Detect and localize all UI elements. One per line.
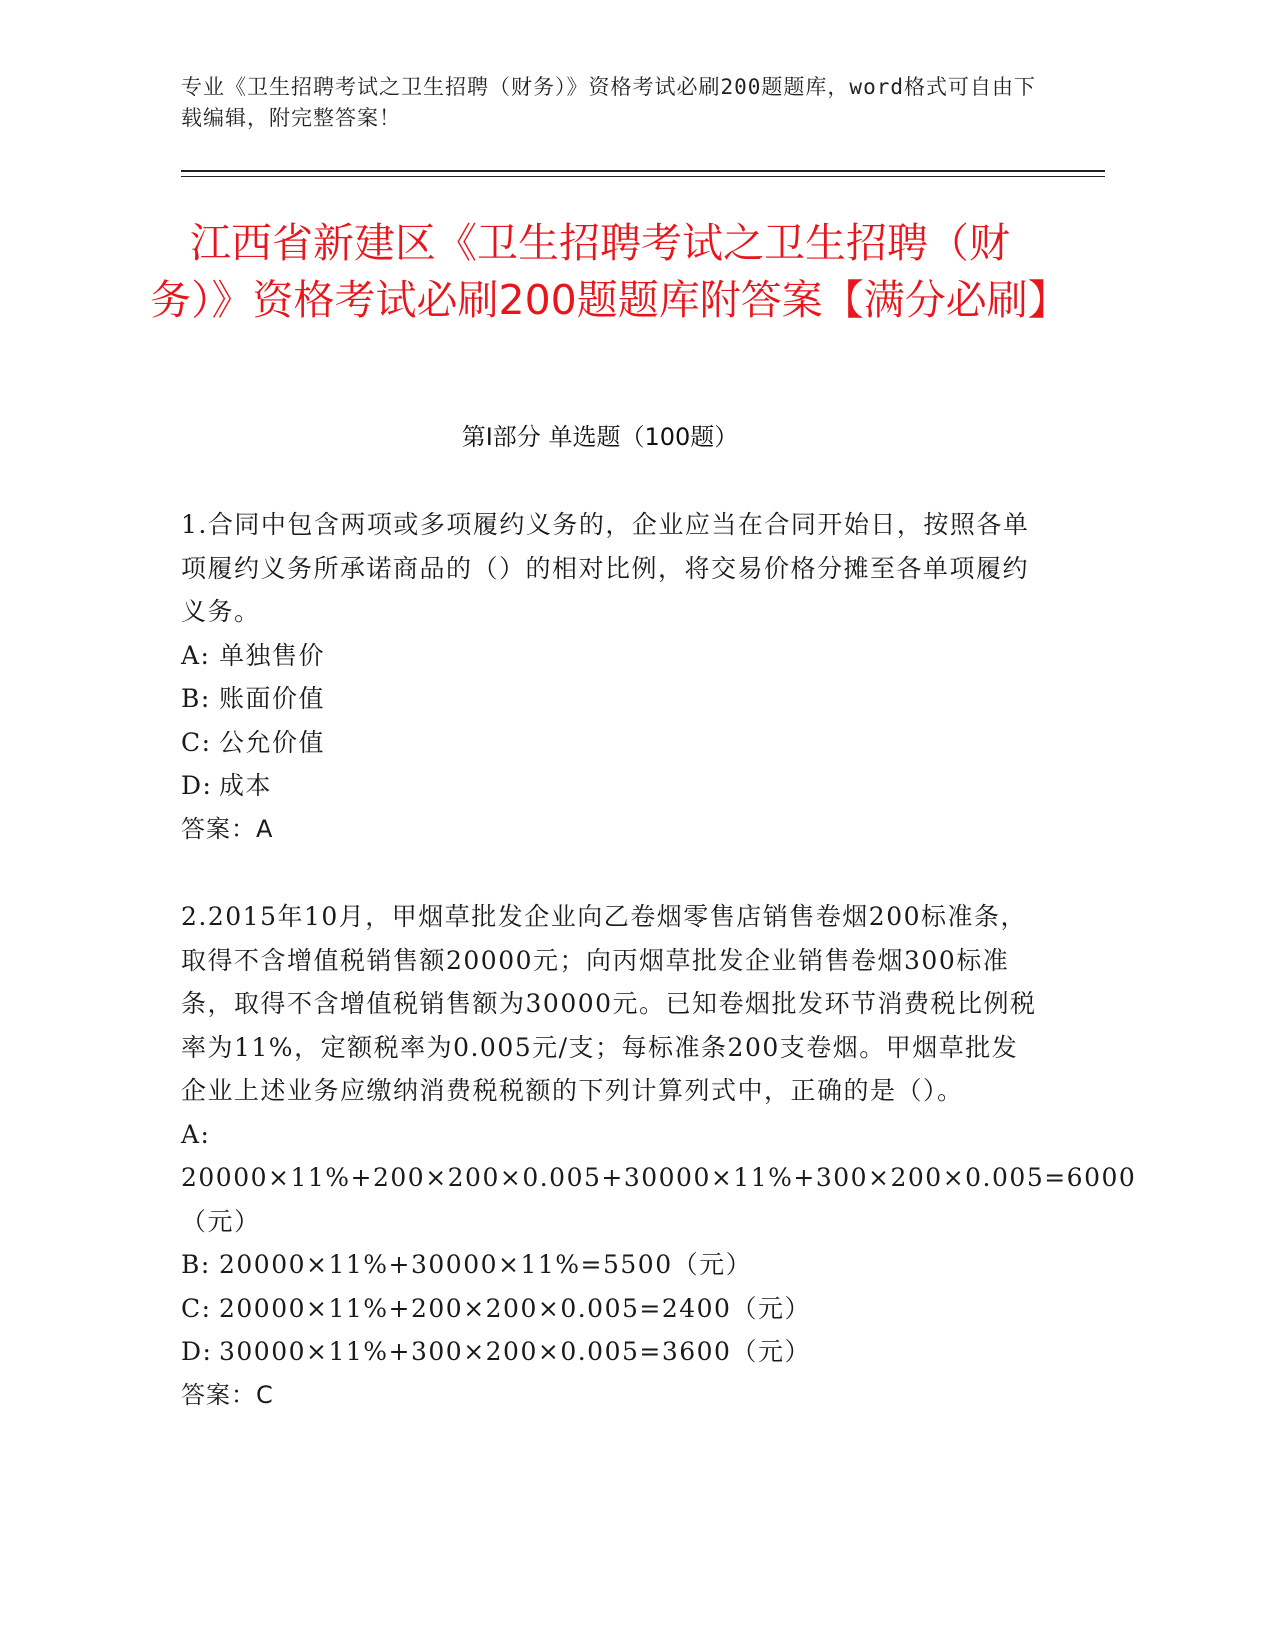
option-text: 单独售价 [219, 640, 326, 670]
header-note: 专业《卫生招聘考试之卫生招聘（财务）》资格考试必刷200题题库，word格式可自由下载编辑，附完整答案！ [181, 75, 1036, 130]
option-d [181, 764, 1041, 808]
question-stem: 2.2015年10月，甲烟草批发企业向乙卷烟零售店销售卷烟200标准条，取得不含增值税销售额20000元；向丙烟草批发企业销售卷烟300标准条，取得不含增值税销售额为30000元。已知卷烟批发环节消费税比例税率为11%，定额税率为0.005元/支；每标准条200支卷烟。甲烟草批发企业上述业务应缴纳消费税税额的下列计算列式中，正确的是（）。 [181, 902, 1037, 1105]
option-a [181, 1113, 1137, 1244]
option-text: 公允价值 [219, 727, 326, 757]
option-key: C: [181, 727, 212, 757]
option-c [181, 721, 1041, 765]
answer-line: 答案：A [181, 814, 274, 843]
question-item [181, 503, 1041, 851]
option-b [181, 1243, 1041, 1287]
option-text: 30000×11%+300×200×0.005=3600（元） [219, 1337, 811, 1366]
option-c [181, 1287, 1041, 1331]
option-key: D: [181, 1337, 213, 1366]
question-item [181, 895, 1137, 1417]
option-text: 成本 [219, 771, 273, 800]
option-b [181, 677, 1041, 721]
header-divider-thick [181, 170, 1105, 172]
option-key: C: [181, 1293, 212, 1323]
option-key: A: [181, 640, 211, 670]
option-a [181, 634, 1041, 678]
section-heading: 第I部分 单选题（100题） [461, 423, 739, 451]
option-text: 账面价值 [219, 684, 326, 713]
header-divider-thin [181, 176, 1105, 177]
option-text: 20000×11%+200×200×0.005=2400（元） [219, 1293, 811, 1323]
option-text: 20000×11%+30000×11%=5500（元） [219, 1250, 753, 1279]
answer-line: 答案：C [181, 1380, 274, 1409]
question-stem: 1.合同中包含两项或多项履约义务的，企业应当在合同开始日，按照各单项履约义务所承诺商品的（）的相对比例，将交易价格分摊至各单项履约义务。 [181, 510, 1030, 626]
option-key: B: [181, 684, 211, 713]
document-title: 江西省新建区《卫生招聘考试之卫生招聘（财务）》资格考试必刷200题题库附答案【满分必刷】 [150, 219, 1069, 324]
option-key: D: [181, 771, 213, 800]
option-key: B: [181, 1250, 211, 1279]
option-d [181, 1330, 1041, 1374]
option-key: A: [181, 1119, 211, 1149]
option-text: 20000×11%+200×200×0.005+30000×11%+300×200×0.005=6000（元） [181, 1163, 1137, 1236]
